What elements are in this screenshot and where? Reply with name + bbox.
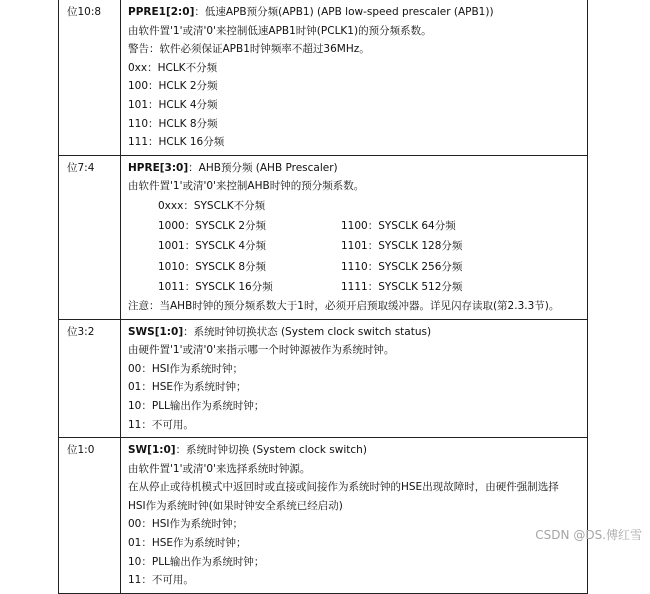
- description-line: 由硬件置'1'或清'0'来指示哪一个时钟源被作为系统时钟。: [128, 344, 395, 357]
- value-option: 1000：SYSCLK 2分频: [158, 220, 267, 233]
- value-options-grid: [158, 216, 587, 297]
- field-name: SWS[1:0]: [128, 325, 184, 338]
- description-line: HSI作为系统时钟(如果时钟安全系统已经启动): [128, 499, 343, 512]
- note-line: 注意：当AHB时钟的预分频系数大于1时，必须开启预取缓冲器。详见闪存读取(第2.3.3节)。: [128, 299, 560, 312]
- bit-range-cell: 位3:2: [59, 320, 121, 438]
- value-option: 1111：SYSCLK 512分频: [341, 280, 463, 293]
- value-option: 1100：SYSCLK 64分频: [341, 220, 456, 233]
- field-title: [128, 441, 587, 460]
- value-option: 01：HSE作为系统时钟；: [128, 381, 247, 394]
- value-option: 00：HSI作为系统时钟；: [128, 362, 244, 375]
- value-option: 1011：SYSCLK 16分频: [158, 280, 273, 293]
- value-option: 101：HCLK 4分频: [128, 98, 218, 111]
- value-option: 11：不可用。: [128, 574, 194, 587]
- table-row-hpre: [59, 156, 587, 320]
- value-option: 1001：SYSCLK 4分频: [158, 240, 267, 253]
- value-option: 0xxx：SYSCLK不分频: [158, 199, 266, 212]
- field-name: SW[1:0]: [128, 444, 176, 457]
- value-option: 100：HCLK 2分频: [128, 80, 218, 93]
- description-cell: [121, 438, 587, 593]
- value-option: 11：不可用。: [128, 418, 194, 431]
- value-option: 01：HSE作为系统时钟；: [128, 537, 247, 550]
- table-row-sw: [59, 438, 587, 594]
- description-line: 由软件置'1'或清'0'来控制低速APB1时钟(PCLK1)的预分频系数。: [128, 24, 432, 37]
- description-line: 在从停止或待机模式中返回时或直接或间接作为系统时钟的HSE出现故障时，由硬件强制选择: [128, 481, 559, 494]
- description-cell: [121, 156, 587, 319]
- watermark: CSDN @DS.傅红雪: [535, 528, 642, 542]
- value-option: 00：HSI作为系统时钟；: [128, 518, 244, 531]
- value-option: 110：HCLK 8分频: [128, 117, 218, 130]
- description-cell: [121, 320, 587, 438]
- description-line: 由软件置'1'或清'0'来选择系统时钟源。: [128, 462, 311, 475]
- table-row-sws: [59, 320, 587, 439]
- field-title: [128, 159, 587, 178]
- field-caption: ：低速APB预分频(APB1) (APB low-speed prescaler (APB1)): [194, 6, 494, 18]
- bit-range-cell: 位7:4: [59, 156, 121, 319]
- description-cell: [121, 0, 587, 155]
- field-caption: ：系统时钟切换状态 (System clock switch status): [183, 325, 432, 338]
- value-option: 1110：SYSCLK 256分频: [341, 260, 463, 273]
- value-option: 1010：SYSCLK 8分频: [158, 260, 267, 273]
- table-row-ppre1: [59, 0, 587, 156]
- field-name: PPRE1[2:0]: [128, 6, 195, 18]
- warning-line: 警告：软件必须保证APB1时钟频率不超过36MHz。: [128, 43, 370, 56]
- bit-range-cell: 位10:8: [59, 0, 121, 155]
- value-option: 0xx：HCLK不分频: [128, 61, 218, 74]
- bit-range-cell: 位1:0: [59, 438, 121, 593]
- value-option: 1101：SYSCLK 128分频: [341, 240, 463, 253]
- value-option: 10：PLL输出作为系统时钟；: [128, 555, 265, 568]
- value-option: 111：HCLK 16分频: [128, 136, 225, 149]
- field-title: [128, 323, 587, 342]
- register-bit-table: [58, 0, 588, 594]
- value-option: 10：PLL输出作为系统时钟；: [128, 399, 265, 412]
- field-caption: ：系统时钟切换 (System clock switch): [175, 444, 367, 457]
- description-line: 由软件置'1'或清'0'来控制AHB时钟的预分频系数。: [128, 180, 365, 193]
- field-title: [128, 3, 587, 22]
- field-name: HPRE[3:0]: [128, 161, 189, 174]
- field-caption: ：AHB预分频 (AHB Prescaler): [188, 161, 338, 174]
